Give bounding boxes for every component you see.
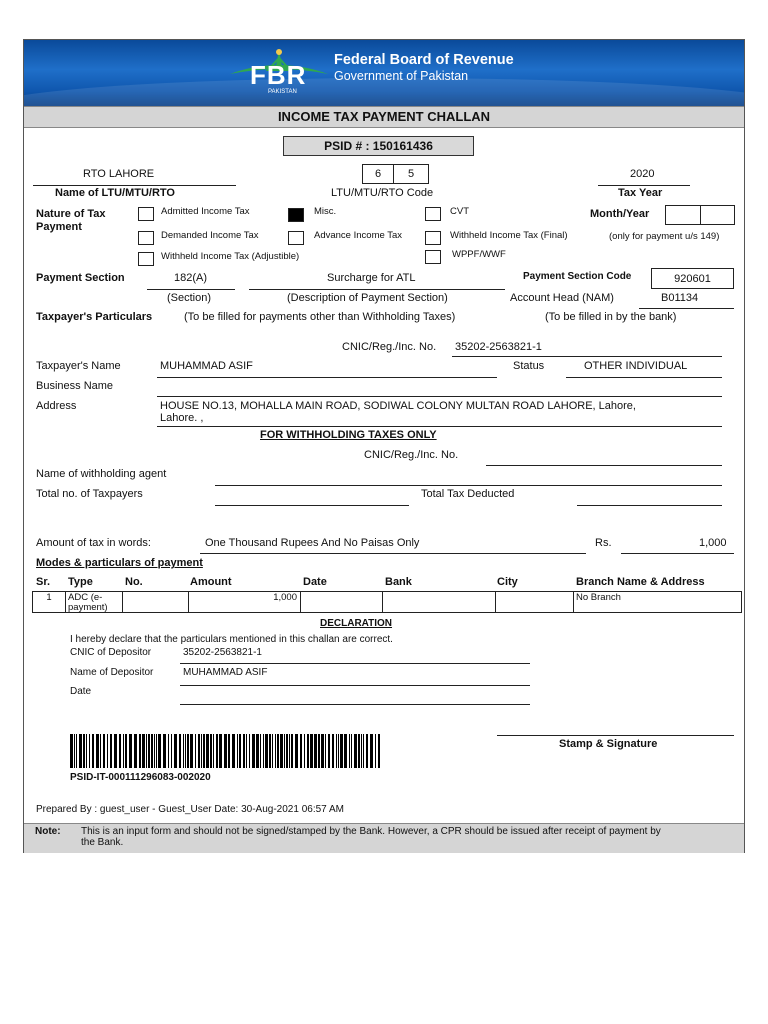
- barcode-bar: [185, 734, 186, 768]
- month-box[interactable]: [665, 205, 701, 225]
- barcode-bar: [304, 734, 305, 768]
- barcode-bar: [156, 734, 157, 768]
- stamp-signature-label: Stamp & Signature: [559, 738, 658, 750]
- logo-text: FBR: [250, 60, 307, 90]
- status-label: Status: [513, 360, 545, 372]
- row-type: ADC (e-payment): [66, 592, 123, 612]
- barcode-bar: [265, 734, 268, 768]
- barcode-bar: [375, 734, 376, 768]
- col-bank: Bank: [385, 576, 412, 588]
- barcode-bar: [310, 734, 313, 768]
- barcode-bar: [272, 734, 273, 768]
- col-date: Date: [303, 576, 327, 588]
- barcode-bar: [154, 734, 155, 768]
- barcode-bar: [275, 734, 276, 768]
- row-city: [496, 592, 574, 612]
- row-branch: No Branch: [576, 592, 621, 603]
- address-label: Address: [36, 400, 77, 412]
- barcode-bar: [237, 734, 238, 768]
- checkbox-advance-income-tax[interactable]: [288, 231, 304, 245]
- barcode-bar: [100, 734, 101, 768]
- barcode-bar: [263, 734, 264, 768]
- payment-row: [32, 591, 742, 613]
- year-box[interactable]: [700, 205, 735, 225]
- barcode-bar: [378, 734, 380, 768]
- barcode-bar: [232, 734, 235, 768]
- barcode-bar: [289, 734, 290, 768]
- barcode-bar: [228, 734, 230, 768]
- declaration-heading: DECLARATION: [320, 618, 393, 629]
- row-no: [123, 592, 189, 612]
- rs-value: 1,000: [699, 537, 727, 549]
- barcode-bar: [83, 734, 85, 768]
- section-value: 182(A): [174, 272, 208, 284]
- row-amount: 1,000: [189, 592, 301, 612]
- barcode-bar: [183, 734, 184, 768]
- barcode-bar: [151, 734, 153, 768]
- cnic-label: CNIC/Reg./Inc. No.: [342, 341, 437, 353]
- psid-box: [283, 136, 474, 156]
- row-bank: [383, 592, 496, 612]
- checkbox-withheld-final[interactable]: [425, 231, 441, 245]
- barcode-bar: [110, 734, 112, 768]
- barcode-bar: [295, 734, 298, 768]
- account-head-label: Account Head (NAM): [510, 292, 614, 304]
- col-branch: Branch Name & Address: [576, 576, 705, 588]
- row-date: [301, 592, 383, 612]
- option-advance-income-tax: Advance Income Tax: [314, 230, 403, 241]
- rs-label: Rs.: [595, 537, 612, 549]
- status-value: OTHER INDIVIDUAL: [584, 360, 688, 372]
- rto-value: RTO LAHORE: [83, 168, 155, 180]
- checkbox-misc[interactable]: [288, 208, 304, 222]
- code-digit-box-2: [393, 164, 429, 184]
- barcode-bar: [195, 734, 196, 768]
- checkbox-demanded-income-tax[interactable]: [138, 231, 154, 245]
- total-taxpayers-label: Total no. of Taxpayers: [36, 488, 143, 500]
- nature-label: Nature of Tax Payment: [36, 208, 106, 233]
- barcode-bar: [246, 734, 247, 768]
- prepared-by: Prepared By : guest_user - Guest_User Date: 30-Aug-2021 06:57 AM: [36, 804, 344, 815]
- barcode-bar: [340, 734, 343, 768]
- checkbox-wppf-wwf[interactable]: [425, 250, 441, 264]
- barcode-bar: [96, 734, 99, 768]
- barcode-bar: [171, 734, 172, 768]
- barcode-bar: [92, 734, 94, 768]
- barcode-bar: [119, 734, 121, 768]
- barcode-bar: [76, 734, 77, 768]
- barcode-bar: [86, 734, 87, 768]
- barcode-bar: [269, 734, 271, 768]
- barcode-image: [70, 734, 382, 768]
- withholding-cnic-label: CNIC/Reg./Inc. No.: [364, 449, 459, 461]
- barcode-bar: [187, 734, 189, 768]
- amount-words-value: One Thousand Rupees And No Paisas Only: [205, 537, 420, 549]
- barcode-bar: [280, 734, 283, 768]
- payment-section-code-value: 920601: [674, 273, 711, 285]
- barcode-bar: [168, 734, 169, 768]
- barcode-bar: [314, 734, 317, 768]
- title-bar: [24, 106, 744, 128]
- barcode-bar: [146, 734, 147, 768]
- barcode-text: PSID-IT-000111296083-002020: [70, 772, 211, 783]
- note-label: Note:: [35, 826, 61, 837]
- barcode-bar: [224, 734, 227, 768]
- barcode-bar: [123, 734, 124, 768]
- modes-heading: Modes & particulars of payment: [36, 557, 203, 569]
- barcode-bar: [336, 734, 337, 768]
- taxpayer-name-label: Taxpayer's Name: [36, 360, 121, 372]
- org-name: Federal Board of Revenue: [334, 52, 514, 68]
- description-caption: (Description of Payment Section): [287, 292, 448, 304]
- description-value: Surcharge for ATL: [327, 272, 416, 284]
- challan-frame: [23, 39, 745, 853]
- tax-year-label: Tax Year: [618, 187, 663, 199]
- barcode-bar: [213, 734, 214, 768]
- barcode-bar: [125, 734, 127, 768]
- address-line-1: HOUSE NO.13, MOHALLA MAIN ROAD, SODIWAL COLONY MULTAN ROAD LAHORE, Lahore,: [160, 400, 636, 412]
- header-banner: [24, 40, 744, 106]
- section-caption: (Section): [167, 292, 212, 304]
- account-head-value: B01134: [661, 292, 699, 304]
- barcode-bar: [328, 734, 330, 768]
- depositor-cnic-label: CNIC of Depositor: [70, 647, 152, 658]
- barcode-bar: [284, 734, 285, 768]
- barcode-bar: [354, 734, 357, 768]
- note-line-1: This is an input form and should not be signed/stamped by the Bank. However, a CPR should be issued after receipt of payment by: [81, 826, 661, 837]
- barcode-bar: [338, 734, 339, 768]
- taxpayer-particulars-note: (To be filled for payments other than Withholding Taxes): [184, 311, 456, 323]
- barcode-bar: [89, 734, 90, 768]
- barcode-bar: [203, 734, 205, 768]
- note-line-2: the Bank.: [81, 837, 124, 848]
- checkbox-withheld-adjustible[interactable]: [138, 252, 154, 266]
- psid-value: PSID # : 150161436: [324, 139, 433, 153]
- logo-subtext: PAKISTAN: [268, 89, 297, 95]
- barcode-bar: [129, 734, 132, 768]
- barcode-bar: [307, 734, 309, 768]
- barcode-bar: [277, 734, 279, 768]
- barcode-bar: [163, 734, 166, 768]
- barcode-bar: [201, 734, 202, 768]
- option-demanded-income-tax: Demanded Income Tax: [161, 230, 259, 241]
- month-year-note: (only for payment u/s 149): [609, 231, 720, 242]
- note-bar: [24, 823, 744, 853]
- col-sr: Sr.: [36, 576, 51, 588]
- barcode-bar: [148, 734, 150, 768]
- code-digit-1: 6: [374, 168, 382, 180]
- barcode-bar: [366, 734, 368, 768]
- payment-section-code-label: Payment Section Code: [523, 271, 632, 282]
- barcode-bar: [79, 734, 82, 768]
- col-type: Type: [68, 576, 93, 588]
- address-line-2: Lahore. ,: [160, 412, 204, 424]
- barcode-bar: [252, 734, 255, 768]
- barcode-bar: [107, 734, 108, 768]
- business-name-label: Business Name: [36, 380, 114, 392]
- barcode-bar: [370, 734, 373, 768]
- form-title: INCOME TAX PAYMENT CHALLAN: [277, 109, 491, 124]
- option-withheld-final: Withheld Income Tax (Final): [450, 230, 568, 241]
- barcode-bar: [318, 734, 320, 768]
- barcode-bar: [344, 734, 347, 768]
- barcode-bar: [174, 734, 177, 768]
- checkbox-admitted-income-tax[interactable]: [138, 207, 154, 221]
- option-withheld-adjustible: Withheld Income Tax (Adjustible): [161, 251, 300, 262]
- barcode-bar: [256, 734, 259, 768]
- barcode-bar: [216, 734, 218, 768]
- option-misc: Misc.: [314, 206, 337, 217]
- amount-words-label: Amount of tax in words:: [36, 537, 151, 549]
- col-no: No.: [125, 576, 143, 588]
- barcode-bar: [219, 734, 222, 768]
- barcode-bar: [70, 734, 73, 768]
- tax-year-value: 2020: [630, 168, 655, 180]
- withholding-heading: FOR WITHHOLDING TAXES ONLY: [260, 429, 437, 441]
- payment-section-label: Payment Section: [36, 272, 125, 284]
- barcode-bar: [190, 734, 193, 768]
- barcode-bar: [134, 734, 137, 768]
- barcode-bar: [321, 734, 324, 768]
- barcode-bar: [300, 734, 302, 768]
- depositor-name-value: MUHAMMAD ASIF: [183, 667, 268, 678]
- barcode-bar: [239, 734, 241, 768]
- barcode-bar: [210, 734, 212, 768]
- barcode-bar: [361, 734, 362, 768]
- barcode-bar: [363, 734, 364, 768]
- row-sr: 1: [33, 592, 66, 612]
- taxpayer-particulars-label: Taxpayer's Particulars: [36, 311, 153, 323]
- barcode-bar: [142, 734, 145, 768]
- barcode-bar: [179, 734, 181, 768]
- barcode-bar: [74, 734, 75, 768]
- barcode-bar: [198, 734, 200, 768]
- gov-name: Government of Pakistan: [334, 69, 469, 83]
- barcode-bar: [351, 734, 352, 768]
- code-label: LTU/MTU/RTO Code: [331, 187, 434, 199]
- declaration-text: I hereby declare that the particulars mentioned in this challan are correct.: [70, 634, 393, 645]
- total-tax-deducted-label: Total Tax Deducted: [421, 488, 515, 500]
- code-digit-2: 5: [407, 168, 415, 180]
- cnic-value: 35202-2563821-1: [455, 341, 542, 353]
- barcode-bar: [114, 734, 117, 768]
- barcode-bar: [243, 734, 245, 768]
- barcode-bar: [349, 734, 350, 768]
- option-wppf-wwf: WPPF/WWF: [452, 249, 506, 260]
- barcode-bar: [286, 734, 288, 768]
- taxpayer-name-value: MUHAMMAD ASIF: [160, 360, 253, 372]
- month-year-label: Month/Year: [590, 208, 650, 220]
- depositor-cnic-value: 35202-2563821-1: [183, 647, 262, 658]
- rto-label: Name of LTU/MTU/RTO: [55, 187, 175, 199]
- depositor-name-label: Name of Depositor: [70, 667, 154, 678]
- barcode-bar: [206, 734, 209, 768]
- date-label: Date: [70, 686, 92, 697]
- bank-note: (To be filled in by the bank): [545, 311, 677, 323]
- barcode-bar: [260, 734, 261, 768]
- col-amount: Amount: [190, 576, 232, 588]
- barcode-bar: [291, 734, 293, 768]
- payment-section-code-box: [651, 268, 734, 289]
- option-admitted-income-tax: Admitted Income Tax: [161, 206, 250, 217]
- barcode-bar: [158, 734, 161, 768]
- barcode-bar: [358, 734, 360, 768]
- barcode-bar: [139, 734, 141, 768]
- withholding-agent-label: Name of withholding agent: [36, 468, 167, 480]
- barcode-bar: [325, 734, 326, 768]
- barcode-bar: [332, 734, 334, 768]
- col-city: City: [497, 576, 518, 588]
- checkbox-cvt[interactable]: [425, 207, 441, 221]
- option-cvt: CVT: [450, 206, 469, 217]
- barcode-bar: [249, 734, 250, 768]
- code-digit-box-1: [362, 164, 394, 184]
- barcode-bar: [103, 734, 105, 768]
